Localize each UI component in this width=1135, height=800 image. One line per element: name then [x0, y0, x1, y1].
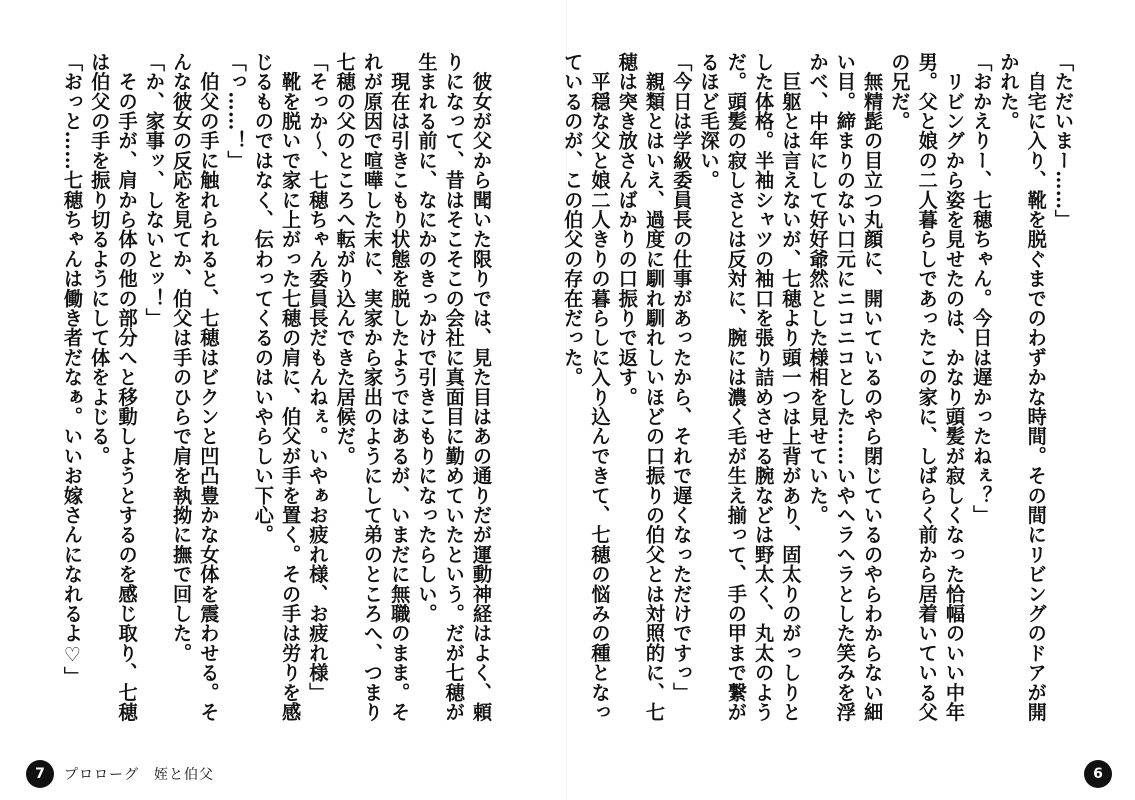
page-number-badge: 7	[26, 760, 54, 788]
paragraph: 「か、家事ッ、しないとッ！」	[142, 52, 166, 328]
left-folio	[26, 760, 214, 788]
paragraph: 「おっと……七穂ちゃんは働き者だなぁ。いいお嫁さんになれるよ♡」	[61, 52, 85, 687]
left-page	[0, 0, 567, 800]
paragraph: 平穏な父と娘二人きりの暮らしに入り込んできて、七穂の悩みの種となっているのが、この伯父の存在だった。	[561, 52, 612, 722]
paragraph: 「おかえりー、七穂ちゃん。今日は遅かったねぇ？」	[970, 52, 994, 525]
paragraph: 巨躯とは言えないが、七穂より頭一つは上背があり、固太りのがっしりとした体格。半袖シャツの袖口を張り詰めさせる腕などは野太く、丸太のようだ。頭髪の寂しさとは反対に、腕には濃く毛が生え揃って、手の甲まで繋がるほど毛深い。	[697, 52, 803, 722]
paragraph: 「今日は学級委員長の仕事があったから、それで遅くなっただけですっ」	[670, 52, 694, 703]
right-folio	[1084, 760, 1112, 788]
paragraph: 現在は引きこもり状態を脱したようではあるが、いまだに無職のまま。それが原因で喧嘩した末に、実家から家出のようにして弟のところへ、つまり七穂の父のところへ転がり込んできた居候だ。	[333, 52, 412, 722]
paragraph: 「っ……！」	[224, 52, 248, 171]
paragraph: その手が、肩から体の他の部分へと移動しようとするのを感じ取り、七穂は伯父の手を振り切るようにして体をよじる。	[88, 52, 139, 722]
left-page-text	[55, 52, 495, 722]
paragraph: 「そっか〜、七穂ちゃん委員長だもんねぇ。いやぁお疲れ様、お疲れ様」	[306, 52, 330, 703]
paragraph: リビングから姿を見せたのは、かなり頭髪が寂しくなった恰幅のいい中年男。父と娘の二人暮らしであったこの家に、しばらく前から居着いている父の兄だ。	[888, 52, 966, 722]
right-page	[561, 0, 1135, 800]
paragraph: 自宅に入り、靴を脱ぐまでのわずかな時間。その間にリビングのドアが開かれた。	[997, 52, 1048, 722]
paragraph: 親類とはいえ、過度に馴れ馴れしいほどの口振りの伯父とは対照的に、七穂は突き放さんばかりの口振りで返す。	[615, 52, 667, 722]
paragraph: 彼女が父から聞いた限りでは、見た目はあの通りだが運動神経はよく、頼りになって、昔はそこそこの会社に真面目に勤めていたという。だが七穂が生まれる前に、なにかのきっかけで引きこもりになったらしい。	[415, 52, 493, 722]
page-number-badge: 6	[1084, 760, 1112, 788]
right-page-text	[561, 52, 1077, 722]
paragraph: 伯父の手に触れられると、七穂はビクンと凹凸豊かな女体を震わせる。そんな彼女の反応を見てか、伯父は手のひらで肩を執拗に撫で回した。	[170, 52, 221, 722]
paragraph: 「ただいまー……」	[1052, 52, 1075, 230]
paragraph: 無精髭の目立つ丸顔に、開いているのやら閉じているのやらわからない細い目。締まりのない口元にニコニコとした……いやヘラヘラとした笑みを浮かべ、中年にして好好爺然とした様相を見せていた。	[806, 52, 885, 722]
paragraph: 靴を脱いで家に上がった七穂の肩に、伯父が手を置く。その手は労りを感じるものではなく、伝わってくるのはいやらしい下心。	[251, 52, 303, 722]
running-head: プロローグ 姪と伯父	[64, 767, 214, 783]
